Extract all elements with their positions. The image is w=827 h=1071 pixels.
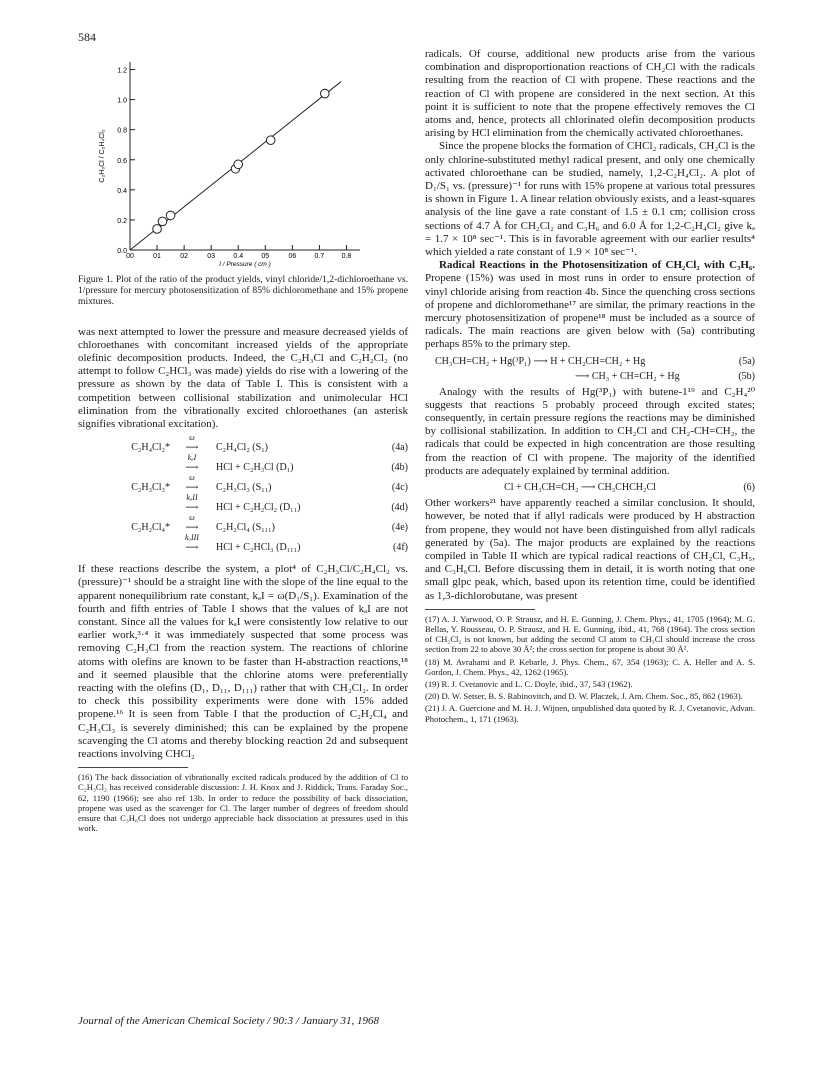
equation-lhs: C₂H₄Cl₂*: [131, 441, 170, 453]
rate-label: kₐIII: [185, 532, 199, 542]
rate-label: kₐII: [186, 492, 198, 502]
y-tick-label: 0.6: [117, 157, 127, 165]
reaction-arrow: ω ⟶: [170, 482, 214, 493]
equation-rhs: HCl + C₂H₃Cl (D₁): [216, 461, 294, 473]
equation-rhs: C₂H₂Cl₄ (S₁₁₁): [216, 521, 275, 533]
right-paragraph-2: Since the propene blocks the formation of CHCl₂ radicals, CH₂Cl is the only chlorine-substituted methyl radical present, and only one chemically activated chloroethane can be studied, namely, 1,2-C₂H₄Cl₂. A plot of D₁/S₁ vs. (pressure)⁻¹ for runs with 15% propene at various total pressures is shown in Figure 1. A linear relation obviously exists, and a least-squares analysis of the line gave a rate constant of 1.5 ± 0.1 cm; collision cross sections of 4.7 Å for CH₂Cl₂ and C₃H₆ and 6.0 Å for 1,2-C₂H₄Cl₂ give kₐ = 1.7 × 10⁸ sec⁻¹. This is in favorable agreement with our earlier results⁴ which yielded a rate constant of 1.9 × 10⁸ sec⁻¹.: [425, 140, 755, 259]
equation-6: [425, 482, 755, 493]
x-tick-label: 00: [126, 253, 134, 260]
right-paragraph-1: radicals. Of course, additional new products arise from the various combination and disproportionation reactions of CH₂Cl with the radicals resulting from the reaction of Cl with propene. These reactions and the reaction of Cl with propene are considered in the next section. At this point it is sufficient to note that the propene effectively removes the Cl atoms and, hence, protects all chlorinated olefin decomposition products arising by HCl elimination from the chemically activated chloroethanes.: [425, 48, 755, 140]
y-axis-label: C₂H₃Cl / C₂H₄Cl₂: [99, 129, 106, 183]
footnote-divider: [78, 767, 188, 768]
figure-caption: Figure 1. Plot of the ratio of the product yields, vinyl chloride/1,2-dichloroethane vs. 1/pressure for mercury photosensitization of 85% dichloromethane and 15% propene mixtures.: [78, 274, 408, 308]
reaction-arrow: kₐII ⟶: [170, 502, 214, 513]
equation-row: [78, 452, 408, 477]
equation-5b-text: ⟶ CH₃ + CH=CH₂ + Hg: [575, 370, 680, 382]
section-heading: Radical Reactions in the Photosensitization of CH₂Cl₂ with C₃H₆.: [439, 259, 755, 272]
equation-lhs: C₂H₂Cl₄*: [131, 521, 170, 533]
footnote-17: (17) A. J. Yarwood, O. P. Strausz, and H. E. Gunning, J. Chem. Phys., 41, 1705 (1964); M. G. Bellas, Y. Rousseau, O. P. Strausz, and H. E. Gunning, ibid., 41, 768 (1964). The cross section of CH₂Cl₂ is not known, but adding the second Cl atom to CH₃Cl should increase the cross section from 22 to above 30 Å²; the cross section for propene is about 30 Å².: [425, 613, 755, 655]
footnote-21: (21) J. A. Guercione and M. H. J. Wijnen, unpublished data quoted by R. J. Cvetanovic, Advan. Photochem., 1, 171 (1963).: [425, 703, 755, 724]
section-text: Propene (15%) was used in most runs in order to ensure protection of vinyl chloride arising from reaction 4b. Since the quenching cross sections of propene and dichloromethane¹⁷ are similar, the primary reactions in the mercury photosensitization of propene¹⁸ must be included as a source of radicals. The main reactions are given below with (5a) contributing perhaps 85% to the primary step.: [425, 272, 755, 351]
y-tick-label: 1.2: [117, 67, 127, 75]
data-point: [158, 217, 167, 226]
data-point: [266, 136, 275, 145]
equation-6-text: Cl + CH₃CH=CH₂ ⟶ CH₃CHCH₂Cl: [504, 482, 656, 494]
reaction-arrow: kₐIII ⟶: [170, 542, 214, 553]
journal-footer: Journal of the American Chemical Society / 90:3 / January 31, 1968: [78, 1015, 380, 1027]
equation-number: (4b): [391, 461, 408, 473]
right-column: [425, 48, 755, 724]
equation-5b: [425, 371, 755, 382]
equation-rhs: HCl + C₂H₂Cl₂ (D₁₁): [216, 501, 301, 513]
data-point: [234, 160, 243, 169]
x-tick-label: 0.7: [314, 253, 325, 260]
reaction-arrow: ω ⟶: [170, 442, 214, 453]
equation-6-number: (6): [743, 482, 755, 494]
equation-rhs: C₂H₄Cl₂ (S₁): [216, 441, 269, 453]
x-tick-label: 05: [261, 253, 270, 260]
footnotes-right: [425, 614, 755, 724]
right-paragraph-4: Analogy with the results of Hg(³P₁) with butene-1¹⁹ and C₂H₄²⁰ suggests that reactions 5 probably proceed through excited states; consequently, in certain pressure regions the reactions may be diminished by collisional stabilization. In addition to CH₂Cl and CH₂-CH=CH₂, the radicals that could be expected in high concentration are those resulting from the reaction of Cl with propene. The majority of the identified products are adequately explained by terminal addition.: [425, 385, 755, 477]
data-point: [166, 211, 175, 220]
y-tick-label: 0.2: [117, 217, 127, 225]
equation-number: (4a): [391, 441, 408, 453]
y-tick-label: 1.0: [117, 97, 127, 105]
equation-rhs: HCl + C₂HCl₃ (D₁₁₁): [216, 541, 301, 553]
footnote-divider-right: [425, 609, 535, 610]
equation-row: [78, 532, 408, 557]
footnote-19: (19) R. J. Cvetanovic and L. C. Doyle, ibid., 37, 543 (1962).: [425, 678, 633, 689]
rate-label: ω: [189, 472, 195, 482]
equation-5a-text: CH₃CH=CH₂ + Hg(³P₁) ⟶ H + CH₂CH=CH₂ + Hg: [435, 355, 646, 367]
equation-row: [78, 432, 408, 457]
right-paragraph-3: [425, 259, 755, 351]
reaction-equations-4: [78, 432, 408, 557]
reaction-arrow: kₐI ⟶: [170, 462, 214, 473]
data-point: [153, 225, 162, 234]
equation-5b-number: (5b): [738, 370, 755, 382]
rate-label: kₐI: [187, 452, 197, 462]
x-tick-label: 0.8: [341, 253, 352, 260]
footnote-18: (18) M. Avrahami and P. Kebarle, J. Phys. Chem., 67, 354 (1963); C. A. Heller and A. S. Gordon, J. Chem. Phys., 42, 1262 (1965).: [425, 656, 755, 677]
rate-label: ω: [189, 432, 195, 442]
data-point: [321, 89, 330, 98]
equation-rhs: C₂H₃Cl₃ (S₁₁): [216, 481, 272, 493]
figure-1: [78, 40, 408, 270]
equation-row: [78, 492, 408, 517]
equation-lhs: C₂H₃Cl₃*: [131, 481, 170, 493]
footnote-20: (20) D. W. Setser, B. S. Rabinovitch, and D. W. Placzek, J. Am. Chem. Soc., 85, 862 (1963).: [425, 691, 743, 702]
equation-number: (4e): [391, 521, 408, 533]
y-tick-label: 0.4: [117, 187, 127, 195]
scatter-chart: [78, 40, 408, 270]
equation-row: [78, 472, 408, 497]
x-axis-label: I / Pressure ( cm ): [219, 261, 271, 268]
rate-label: ω: [189, 512, 195, 522]
equation-row: [78, 512, 408, 537]
x-tick-label: 03: [207, 253, 216, 260]
equation-5a-number: (5a): [738, 355, 755, 367]
x-tick-label: 06: [288, 253, 297, 260]
right-paragraph-5: Other workers²¹ have apparently reached a similar conclusion. It should, however, be noted that if allyl radicals were produced by H abstraction from propene, they would not have been distinguished from allyl radicals generated by (5a). The major products are explained by the reactions compiled in Table II which are typical radical reactions of CH₂Cl, C₃H₅, and C₃H₆Cl. Before discussing them in detail, it is worth noting that one small glpc peak, which, based upon its retention time, could be identified as 1,3-dichlorobutane, was present: [425, 497, 755, 602]
equation-number: (4f): [393, 541, 408, 553]
footnote-16: (16) The back dissociation of vibrationally excited radicals produced by the addition of Cl to C₂H₃Cl₂ has received considerable discussion: J. H. Knox and J. Riddick, Trans. Faraday Soc., 62, 1190 (1966); see also ref 13b. In order to reduce the possibility of back dissociation, propene was used as the scavenger for Cl. The larger number of degrees of freedom should ensure that C₃H₆Cl does not undergo appreciable back dissociation at pressures used in this work.: [78, 772, 408, 834]
page-number: 584: [78, 30, 96, 44]
y-tick-label: 0.0: [117, 248, 127, 255]
equation-number: (4d): [391, 501, 408, 513]
equation-5a: [425, 356, 755, 367]
left-column: [78, 40, 408, 834]
reaction-arrow: ω ⟶: [170, 522, 214, 533]
x-tick-label: 02: [180, 253, 189, 260]
x-tick-label: 0.4: [233, 253, 244, 260]
y-tick-label: 0.8: [117, 127, 127, 135]
equation-number: (4c): [391, 481, 408, 493]
left-paragraph-2: If these reactions describe the system, a plot⁴ of C₂H₃Cl/C₂H₄Cl₂ vs. (pressure)⁻¹ should be a straight line with the slope of the line equal to the apparent nonequilibrium rate constant, kₐI = ω(D₁/S₁). Examination of the fourth and fifth entries of Table I shows that the values of kₐI are not constant. Since all the values for kₐI were consistently low relative to our earlier work,³·⁴ it was immediately suspected that some process was removing C₂H₃Cl from the reaction system. The reactions of chlorine atoms with olefins are known to be faster than H-abstraction reactions,¹⁸ and it seemed plausible that the chlorine atoms were preferentially reacting with the olefins (D₁, D₁₁, D₁₁₁) rather that with CH₂Cl₂. In order to check this possibility experiments were done with 15% added propene.¹⁶ It is seen from Table I that the production of C₂H₂Cl₄ and C₂H₃Cl₃ is severely diminished; this can be explained by the propene scavenging the Cl atoms and thereby blocking reaction 2d and subsequent reactions involving CHCl₂: [78, 563, 408, 761]
x-tick-label: 01: [153, 253, 161, 260]
left-paragraph-1: was next attempted to lower the pressure and measure decreased yields of chloroethanes with concomitant increased yields of the appropriate olefinic decomposition products. Indeed, the C₂H₃Cl and C₂H₂Cl₂ (no attempt to follow C₂HCl₃ was made) yields do rise with a lowering of the pressure as shown by the data of Table I. This is consistent with a competition between collisional stabilization and unimolecular HCl elimination from the vibrationally excited chloroethanes (an asterisk signifies vibrational excitation).: [78, 325, 408, 431]
